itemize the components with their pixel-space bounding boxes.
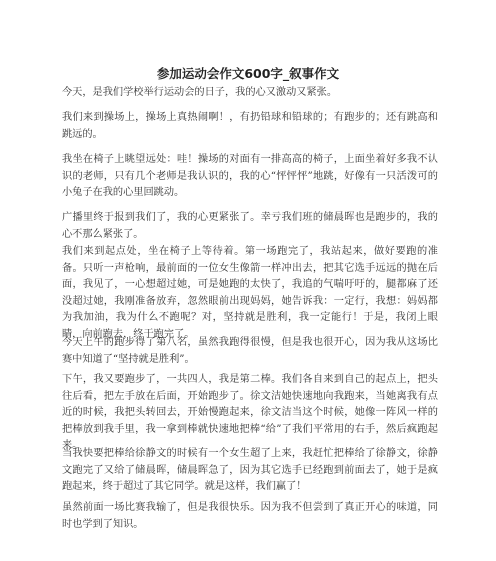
paragraph-7: 下午，我又要跑步了，一共四人，我是第二棒。我们各自来到自己的起点上，把头往后看，把左手放在后面，开始跑步了。徐文洁她快速地向我跑来，当她离我有点近的时候，我把头转回去，开始慢跑起来，徐文洁当这个时候，她像一阵风一样的把棒放到我手里，我一拿到棒就快速地把棒“给”了我们平常用的右手，然后疯跑起来。 — [62, 374, 438, 451]
paragraph-8: 当我快要把棒给徐静文的时候有一个女生超了上来，我赶忙把棒给了徐静文，徐静文跑完了又给了储晨晖，储晨晖急了，因为其它选手已经跑到前面去了，她于是疯跑起来，终于超过了其它同学。就是这样，我们赢了！ — [62, 448, 438, 492]
paragraph-2: 我们来到操场上，操场上真热闹啊！，有扔铅球和铅球的；有跑步的；还有跳高和跳远的。 — [62, 112, 438, 140]
paragraph-9: 虽然前面一场比赛我输了，但是我很快乐。因为我不但尝到了真正开心的味道，同时也学到了知识。 — [62, 502, 438, 530]
paragraph-4: 广播里终于报到我们了，我的心更紧张了。幸亏我们班的储晨晖也是跑步的，我的心不那么紧张了。 — [62, 212, 438, 240]
paragraph-3: 我坐在椅子上眺望远处：哇！操场的对面有一排高高的椅子，上面坐着好多我不认识的老师，只有几个老师是我认识的，我的心“怦怦怦”地跳，好像有一只活泼可的小兔子在我的心里回跳动。 — [62, 154, 438, 198]
paragraph-5: 我们来到起点处，坐在椅子上等待着。第一场跑完了，我站起来，做好要跑的准备。只听一声枪响，最前面的一位女生像箭一样冲出去，把其它选手远远的抛在后面，我见了，一心想超过她，可是她跑的太快了，我追的气喘吁吁的，腿都麻了还没超过她，我刚准备放弃，忽然眼前出现妈妈，她告诉我：一定行，我想：妈妈都为我加油，我为什么不跑呢？对，坚持就是胜利，我一定能行！于是，我闭上眼睛，向前跑去，终于跑完了。 — [62, 246, 438, 340]
document-title: 参加运动会作文600字_叙事作文 — [156, 66, 340, 81]
paragraph-6: 今天上午的跑步得了第八名，虽然我跑得很慢，但是我也很开心，因为我从这场比赛中知道了“坚持就是胜利”。 — [62, 337, 438, 365]
paragraph-1: 今天，是我们学校举行运动会的日子，我的心又激动又紧张。 — [62, 87, 338, 98]
